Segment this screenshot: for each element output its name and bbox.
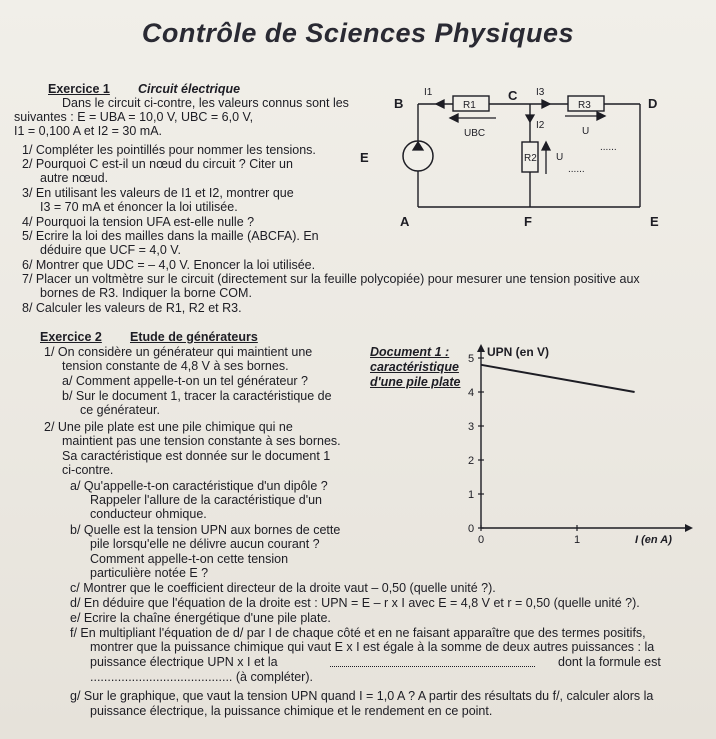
ex2-question-2-l4: ci-contre. <box>62 463 114 477</box>
y-tick-label: 2 <box>468 455 475 467</box>
resistor-r1-label: R1 <box>463 100 476 111</box>
x-tick-label: 0 <box>478 534 485 546</box>
ex2-question-1b: b/ Sur le document 1, tracer la caractéristique de <box>62 389 332 403</box>
ex1-question-4: 4/ Pourquoi la tension UFA est-elle nulle ? <box>22 215 255 229</box>
ex2-fill-blank-line <box>330 666 535 667</box>
y-tick-label: 5 <box>468 353 475 365</box>
i3-arrowhead <box>542 100 550 108</box>
x-tick-label: 1 <box>574 534 581 546</box>
ex2-question-2: 2/ Une pile plate est une pile chimique qui ne <box>44 420 293 434</box>
node-b-label: B <box>394 96 404 111</box>
node-a-label: A <box>400 214 410 229</box>
ex2-question-2f-l3b: dont la formule est <box>558 655 661 669</box>
ex1-question-5-cont: déduire que UCF = 4,0 V. <box>40 243 181 257</box>
i1-arrowhead <box>436 100 444 108</box>
y-tick-label: 4 <box>468 387 475 399</box>
ex2-question-2-l2: maintient pas une tension constante à ses bornes. <box>62 434 341 448</box>
ex1-subtitle: Circuit électrique <box>138 82 241 96</box>
ex2-question-2c: c/ Montrer que le coefficient directeur de la droite vaut – 0,50 (quelle unité ?). <box>70 581 496 595</box>
ex2-question-2g: g/ Sur le graphique, que vaut la tension UPN quand I = 1,0 A ? A partir des résultats du f/, calculer alors la <box>70 689 654 703</box>
ex1-question-2: 2/ Pourquoi C est-il un nœud du circuit ? Citer un <box>22 157 293 171</box>
resistor-r3-label: R3 <box>578 100 591 111</box>
ex1-question-7-cont: bornes de R3. Indiquer la borne COM. <box>40 286 252 300</box>
tension-u-r3-dots: ...... <box>600 142 617 153</box>
node-d-label: D <box>648 96 658 111</box>
ex2-question-1-cont: tension constante de 4,8 V à ses bornes. <box>62 359 289 373</box>
page-title: Contrôle de Sciences Physiques <box>141 18 575 48</box>
doc1-label-l3: d'une pile plate <box>370 375 461 389</box>
ex2-question-2b-l4: particulière notée E ? <box>90 566 209 580</box>
doc1-label: Document 1 : <box>370 345 450 359</box>
y-axis-label: UPN (en V) <box>487 345 550 359</box>
y-tick-label: 3 <box>468 421 475 433</box>
doc1-chart <box>455 338 695 558</box>
ex2-heading: Exercice 2 <box>40 330 102 344</box>
u-r3-arrowhead <box>597 112 605 120</box>
ex1-question-5: 5/ Ecrire la loi des mailles dans la maille (ABCFA). En <box>22 229 319 243</box>
y-axis-arrowhead <box>477 344 485 352</box>
doc1-label-l2: caractéristique <box>370 360 459 374</box>
ex2-subtitle: Etude de générateurs <box>130 330 258 344</box>
ex1-question-3: 3/ En utilisant les valeurs de I1 et I2, montrer que <box>22 186 294 200</box>
ex2-question-2-l3: Sa caractéristique est donnée sur le document 1 <box>62 449 331 463</box>
ex1-heading: Exercice 1 <box>48 82 110 96</box>
ex1-question-7: 7/ Placer un voltmètre sur le circuit (directement sur la feuille polycopiée) pour mesurer une tension positive aux <box>22 272 640 286</box>
node-e2-label: E <box>650 214 659 229</box>
circuit-diagram <box>350 82 680 232</box>
node-e-label: E <box>360 150 369 165</box>
ex1-intro-line3: I1 = 0,100 A et I2 = 30 mA. <box>14 124 163 138</box>
ex2-question-1a: a/ Comment appelle-t-on un tel générateur ? <box>62 374 308 388</box>
ex1-question-8: 8/ Calculer les valeurs de R1, R2 et R3. <box>22 301 242 315</box>
ex2-question-2b: b/ Quelle est la tension UPN aux bornes de cette <box>70 523 341 537</box>
ex2-question-2b-l2: pile lorsqu'elle ne délivre aucun courant ? <box>90 537 320 551</box>
ex2-question-2a-l2: Rappeler l'allure de la caractéristique d'un <box>90 493 322 507</box>
u-r2-arrowhead <box>542 142 550 150</box>
ex1-intro-line1: Dans le circuit ci-contre, les valeurs connus sont les <box>62 96 349 110</box>
y-tick-label: 1 <box>468 489 475 501</box>
ex1-question-2-cont: autre nœud. <box>40 171 109 185</box>
node-f-label: F <box>524 214 532 229</box>
ex2-question-1b-cont: ce générateur. <box>80 403 160 417</box>
node-c-label: C <box>508 88 518 103</box>
current-i3-label: I3 <box>536 87 545 98</box>
ex2-question-2a-l3: conducteur ohmique. <box>90 507 207 521</box>
ex2-question-2f: f/ En multipliant l'équation de d/ par I de chaque côté et en ne faisant apparaître que des termes positifs, <box>70 626 646 640</box>
ex2-question-2e: e/ Ecrire la chaîne énergétique d'une pile plate. <box>70 611 331 625</box>
i2-arrowhead <box>526 115 534 122</box>
tension-u-r2-label: U <box>556 152 564 163</box>
tension-u-r2-dots: ...... <box>568 164 585 175</box>
ex2-question-2f-l3a: puissance électrique UPN x I et la <box>90 655 278 669</box>
current-i2-label: I2 <box>536 120 545 131</box>
ex2-question-2g-l2: puissance électrique, la puissance chimique et le rendement en ce point. <box>90 704 493 718</box>
ex1-question-1: 1/ Compléter les pointillés pour nommer les tensions. <box>22 143 316 157</box>
x-axis-arrowhead <box>685 524 693 532</box>
ex2-question-1: 1/ On considère un générateur qui maintient une <box>44 345 313 359</box>
ex2-question-2a: a/ Qu'appelle-t-on caractéristique d'un dipôle ? <box>70 479 328 493</box>
ex1-intro-line2: suivantes : E = UBA = 10,0 V, UBC = 6,0 V, <box>14 110 254 124</box>
tension-ubc-label: UBC <box>464 128 486 139</box>
ex1-question-3-cont: I3 = 70 mA et énoncer la loi utilisée. <box>40 200 238 214</box>
resistor-r2-label: R2 <box>524 153 537 164</box>
ex2-question-2d: d/ En déduire que l'équation de la droite est : UPN = E – r x I avec E = 4,8 V et r = 0,50 (quelle unité ?). <box>70 596 640 610</box>
ex1-question-6: 6/ Montrer que UDC = – 4,0 V. Enoncer la loi utilisée. <box>22 258 316 272</box>
current-i1-label: I1 <box>424 87 433 98</box>
series-line-pile-plate <box>481 365 635 392</box>
x-axis-label: I (en A) <box>635 534 672 546</box>
ubc-arrowhead <box>450 114 458 122</box>
ex2-question-2f-l2: montrer que la puissance chimique qui vaut E x I est égale à la somme de deux autres puissances : la <box>90 640 655 654</box>
tension-u-r3-label: U <box>582 126 590 137</box>
y-tick-label: 0 <box>468 523 475 535</box>
ex2-question-2f-l4: ......................................... (à compléter). <box>90 670 313 684</box>
ex2-question-2b-l3: Comment appelle-t-on cette tension <box>90 552 289 566</box>
